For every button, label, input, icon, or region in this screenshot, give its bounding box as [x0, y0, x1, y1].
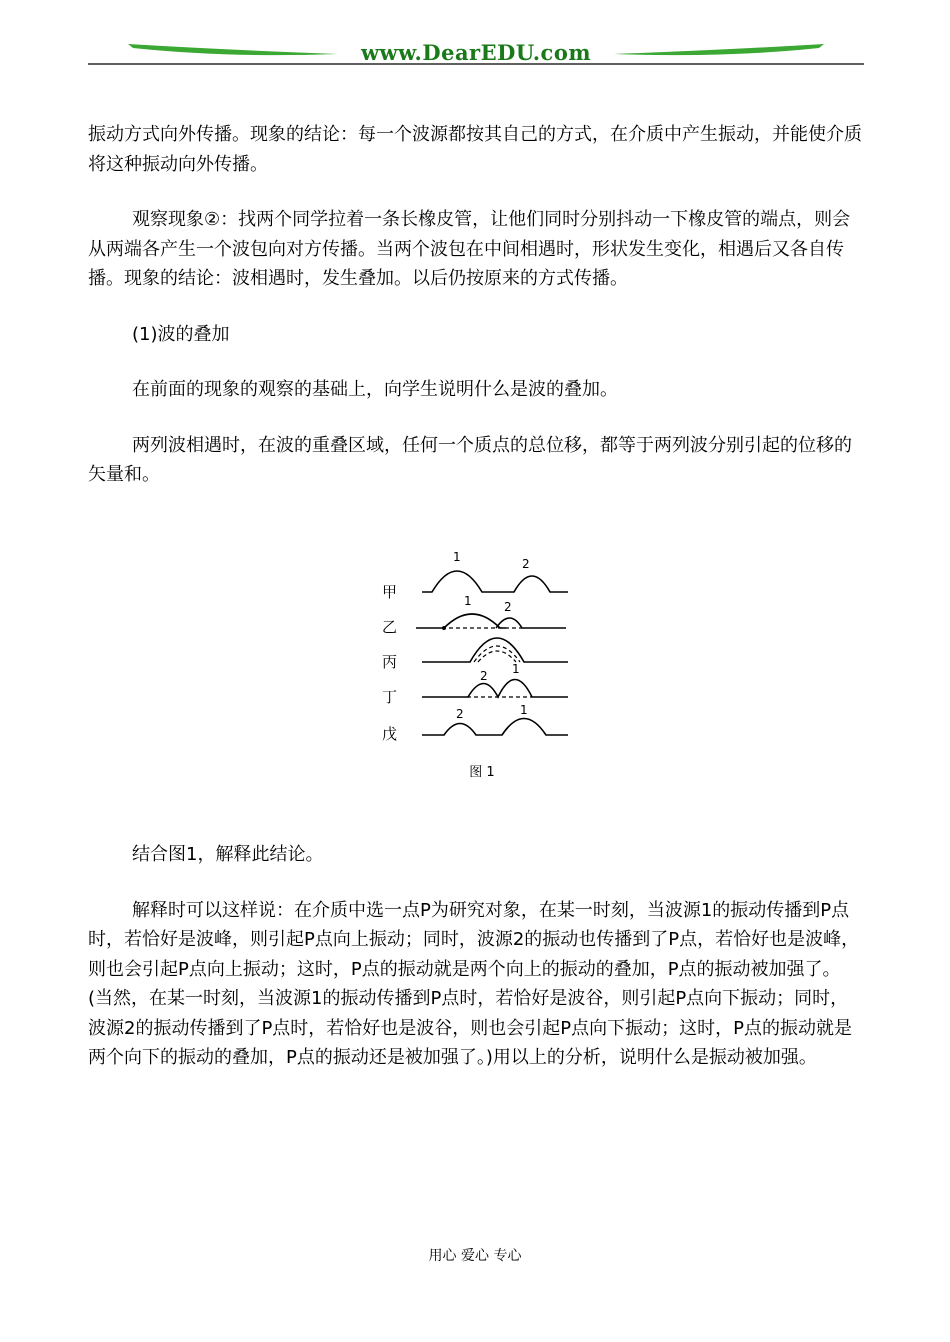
site-logo-text[interactable]: www.DearEDU.com [360, 40, 592, 65]
paragraph-4: 在前面的现象的观察的基础上，向学生说明什么是波的叠加。 [132, 379, 618, 400]
wave-label-wu-2: 2 [456, 707, 464, 721]
figure-caption: 图 1 [469, 765, 495, 780]
wave-label-jia-2: 2 [522, 557, 530, 571]
document-body-continued [88, 840, 864, 1073]
row-label-bing: 丙 [382, 653, 398, 671]
paragraph-1: 振动方式向外传播。现象的结论：每一个波源都按其自己的方式，在介质中产生振动，并能使介质将这种振动向外传播。 [88, 124, 862, 175]
wave-row-ding [422, 680, 568, 698]
wave-label-yi-2: 2 [504, 600, 512, 614]
paragraph-2: 观察现象②：找两个同学拉着一条长橡皮管，让他们同时分别抖动一下橡皮管的端点，则会从两端各产生一个波包向对方传播。当两个波包在中间相遇时，形状发生变化，相遇后又各自传播。现象的结论：波相遇时，发生叠加。以后仍按原来的方式传播。 [88, 209, 851, 289]
wave-row-bing-dashed-2 [478, 651, 516, 662]
wave-label-jia-1: 1 [453, 550, 461, 564]
wave-superposition-diagram [372, 540, 582, 790]
paragraph-6: 结合图1，解释此结论。 [132, 844, 324, 865]
section-heading: (1)波的叠加 [132, 323, 230, 345]
row-label-ding: 丁 [382, 688, 398, 706]
page-header [88, 30, 864, 70]
wave-row-bing [422, 638, 568, 662]
figure-1 [372, 540, 582, 790]
wave-row-jia [422, 571, 568, 592]
paragraph-7: 解释时可以这样说：在介质中选一点P为研究对象，在某一时刻，当波源1的振动传播到P点时，若恰好是波峰，则引起P点向上振动；同时，波源2的振动也传播到了P点，若恰好也是波峰，则也会引起P点向上振动；这时，P点的振动就是两个向上的振动的叠加，P点的振动被加强了。(当然，在某一时刻，当波源1的振动传播到P点时，若恰好是波谷，则引起P点向下振动；同时，波源2的振动传播到了P点时，若恰好也是波谷，则也会引起P点向下振动；这时，P点的振动就是两个向下的振动的叠加，P点的振动还是被加强了。)用以上的分析，说明什么是振动被加强。 [88, 899, 860, 1068]
wave-label-wu-1: 1 [520, 703, 528, 717]
row-label-yi: 乙 [382, 618, 398, 636]
wave-row-yi [416, 614, 566, 628]
page-footer: 用心 爱心 专心 [428, 1248, 522, 1264]
document-body [88, 120, 864, 490]
wave-label-ding-1: 1 [512, 662, 520, 676]
paragraph-5: 两列波相遇时，在波的重叠区域，任何一个质点的总位移，都等于两列波分别引起的位移的矢量和。 [88, 434, 852, 485]
row-label-wu: 戊 [382, 725, 398, 743]
source-dot-yi [442, 626, 446, 630]
wave-row-wu [422, 719, 568, 736]
wave-label-ding-2: 2 [480, 669, 488, 683]
row-label-jia: 甲 [382, 583, 398, 601]
wave-label-yi-1: 1 [464, 594, 472, 608]
